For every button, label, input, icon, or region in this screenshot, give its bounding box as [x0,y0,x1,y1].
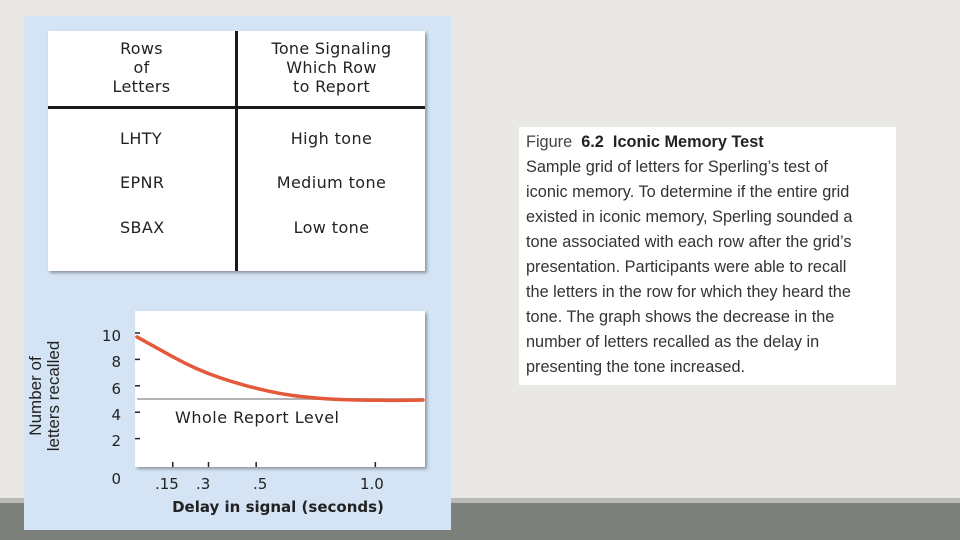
caption-line: presentation. Participants were able to recall [526,258,847,276]
caption-line: presenting the tone increased. [526,358,746,376]
table-divider-horizontal [48,106,425,109]
table-header-tone [238,39,425,96]
caption-line: Sample grid of letters for Sperling’s test of [526,158,828,176]
y-tick-label: 10 [101,327,121,345]
y-axis-label-line: Number of [26,356,45,436]
table-cell-letters: SBAX [120,218,165,237]
x-tick-label: 1.0 [360,475,384,493]
caption-line: iconic memory. To determine if the entire grid [526,183,850,201]
table-cell-letters: EPNR [120,173,165,192]
caption-line: tone. The graph shows the decrease in the [526,308,835,326]
caption-figure-label: Figure [526,133,573,151]
caption-heading [526,130,896,155]
header-line: Rows [120,39,163,58]
header-line: Tone Signaling [271,39,392,58]
letters-table [48,31,425,271]
y-axis-label [27,321,63,471]
table-cell-tone: Medium tone [276,173,387,192]
table-cell-tone: High tone [290,129,373,148]
whole-report-label: Whole Report Level [175,408,340,427]
caption-line: the letters in the row for which they heard the [526,283,851,301]
table-header-rows [48,39,235,96]
x-tick-label: .5 [253,475,268,493]
caption-line: number of letters recalled as the delay in [526,333,820,351]
recall-graph [135,311,425,467]
y-axis-label-line: letters recalled [44,340,63,452]
x-tick-label: .3 [196,475,211,493]
header-line: Letters [112,77,171,96]
caption-figure-number: 6.2 [581,133,604,151]
caption-title: Iconic Memory Test [612,133,764,151]
y-tick-label: 6 [111,380,121,398]
figure-caption [519,127,896,385]
y-tick-label: 2 [111,432,121,450]
x-tick-label: .15 [155,475,179,493]
header-line: Which Row [286,58,377,77]
header-line: of [133,58,150,77]
table-cell-letters: LHTY [120,129,163,148]
recall-curve [137,337,423,400]
table-cell-tone: Low tone [293,218,370,237]
caption-line: tone associated with each row after the grid’s [526,233,852,251]
caption-line: existed in iconic memory, Sperling sounded a [526,208,853,226]
x-axis-label: Delay in signal (seconds) [172,498,384,516]
y-tick-label: 0 [111,470,121,488]
header-line: to Report [293,77,370,96]
graph-plot [135,311,425,467]
y-tick-label: 8 [111,353,121,371]
y-tick-label: 4 [111,406,121,424]
